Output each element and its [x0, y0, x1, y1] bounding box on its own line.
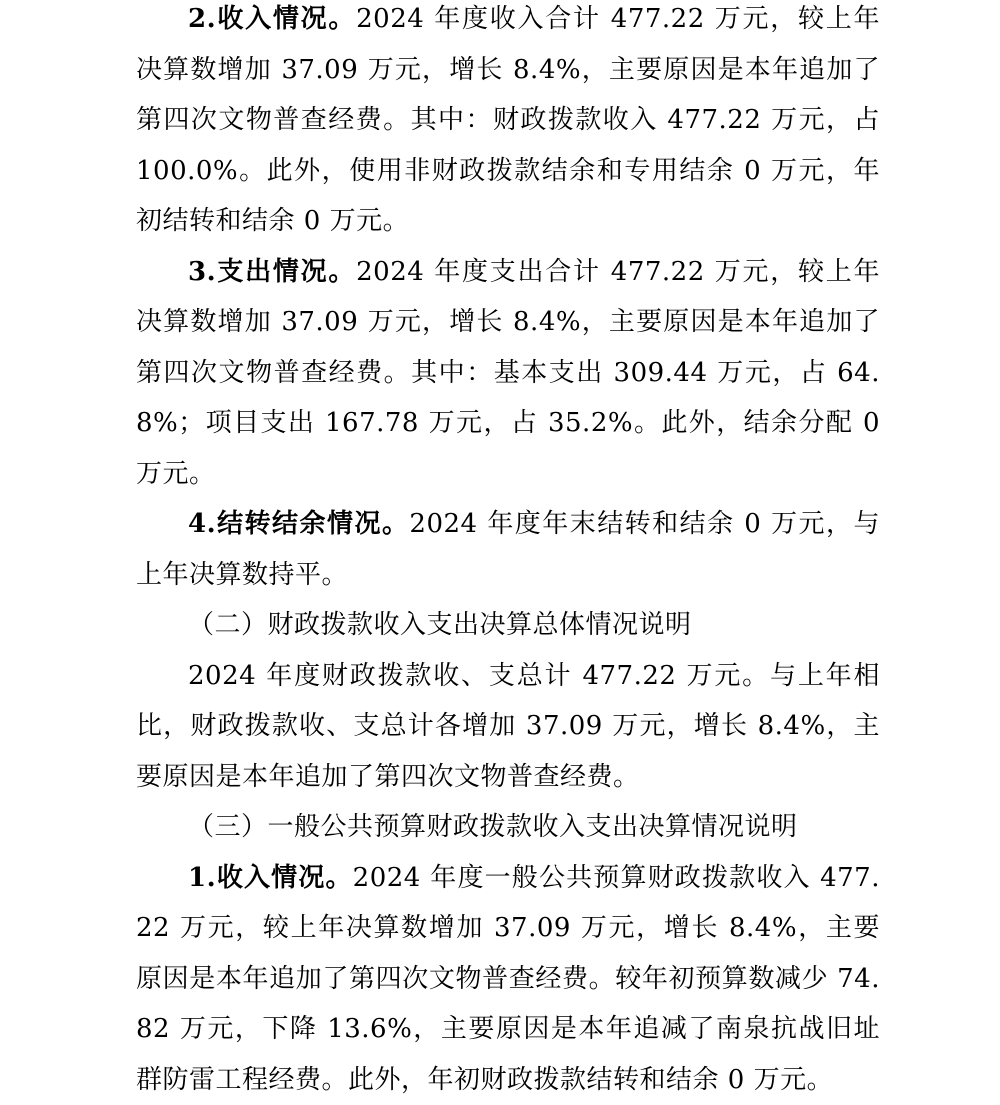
paragraph-general-budget-income: [136, 853, 880, 1105]
section-lead-income: 2.收入情况。: [188, 4, 356, 34]
paragraph-text: 2024 年度支出合计 477.22 万元，较上年决算数增加 37.09 万元，增长 8.4%，主要原因是本年追加了第四次文物普查经费。其中：基本支出 309.44 万元，占 64.8%；项目支出 167.78 万元，占 35.2%。此外，结余分配 0 万元。: [136, 257, 880, 489]
section-lead-expenditure: 3.支出情况。: [188, 257, 356, 287]
document-page: [136, 0, 880, 1105]
paragraph-income: [136, 0, 880, 247]
section-lead-general-income: 1.收入情况。: [188, 863, 353, 893]
paragraph-text: 2024 年度年末结转和结余 0 万元，与上年决算数持平。: [136, 509, 880, 590]
paragraph-expenditure: [136, 247, 880, 500]
paragraph-fiscal-overview: [136, 651, 880, 803]
section-heading-general-budget: （三）一般公共预算财政拨款收入支出决算情况说明: [136, 802, 880, 853]
paragraph-text: 2024 年度财政拨款收、支总计 477.22 万元。与上年相比，财政拨款收、支总计各增加 37.09 万元，增长 8.4%，主要原因是本年追加了第四次文物普查经费。: [136, 661, 880, 792]
section-lead-carryover: 4.结转结余情况。: [188, 509, 409, 539]
paragraph-text: 2024 年度一般公共预算财政拨款收入 477.22 万元，较上年决算数增加 37.09 万元，增长 8.4%，主要原因是本年追加了第四次文物普查经费。较年初预算数减少 74.82 万元，下降 13.6%，主要原因是本年追减了南泉抗战旧址群防雷工程经费。此外，年初财政拨款结转和结余 0 万元。: [136, 863, 880, 1095]
paragraph-carryover: [136, 499, 880, 600]
section-heading-fiscal-overview: （二）财政拨款收入支出决算总体情况说明: [136, 600, 880, 651]
paragraph-text: 2024 年度收入合计 477.22 万元，较上年决算数增加 37.09 万元，增长 8.4%，主要原因是本年追加了第四次文物普查经费。其中：财政拨款收入 477.22 万元，占 100.0%。此外，使用非财政拨款结余和专用结余 0 万元，年初结转和结余 0 万元。: [136, 4, 880, 236]
